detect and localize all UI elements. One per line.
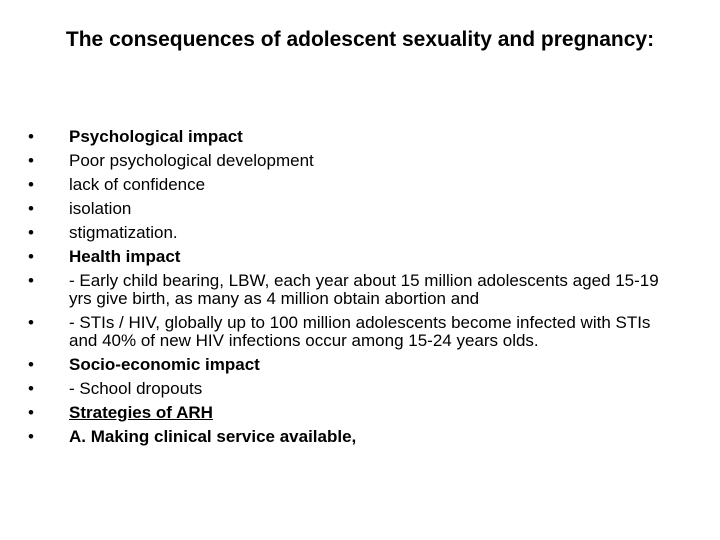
- bullet-item: [28, 404, 678, 422]
- bullet-text: Poor psychological development: [69, 151, 314, 170]
- bullet-dot-icon: •: [28, 379, 34, 398]
- bullet-text: stigmatization.: [69, 223, 178, 242]
- bullet-dot-icon: •: [28, 355, 34, 374]
- bullet-item: [28, 200, 678, 218]
- bullet-dot-icon: •: [28, 175, 34, 194]
- bullet-text: lack of confidence: [69, 175, 206, 194]
- bullet-dot-icon: •: [28, 313, 34, 332]
- bullet-text: Strategies of ARH: [69, 403, 213, 422]
- bullet-dot-icon: •: [28, 151, 34, 170]
- bullet-text: - Early child bearing, LBW, each year about 15 million adolescents aged 15-19 yrs give birth, as many as 4 million obtain abortion and: [69, 271, 659, 308]
- bullet-dot-icon: •: [28, 223, 34, 242]
- bullet-dot-icon: •: [28, 427, 34, 446]
- bullet-item: [28, 428, 678, 446]
- bullet-dot-icon: •: [28, 247, 34, 266]
- bullet-text: isolation: [69, 199, 132, 218]
- bullet-text: A. Making clinical service available,: [69, 427, 357, 446]
- bullet-dot-icon: •: [28, 127, 34, 146]
- bullet-item: [28, 272, 678, 308]
- bullet-item: [28, 356, 678, 374]
- bullet-item: [28, 248, 678, 266]
- bullet-item: [28, 152, 678, 170]
- bullet-dot-icon: •: [28, 271, 34, 290]
- bullet-item: [28, 176, 678, 194]
- bullet-text: Socio-economic impact: [69, 355, 260, 374]
- bullet-text: Psychological impact: [69, 127, 243, 146]
- bullet-dot-icon: •: [28, 199, 34, 218]
- bullet-text: - School dropouts: [69, 379, 203, 398]
- bullet-item: [28, 380, 678, 398]
- bullet-item: [28, 128, 678, 146]
- bullet-item: [28, 224, 678, 242]
- slide-title: The consequences of adolescent sexuality and pregnancy:: [65, 28, 655, 51]
- bullet-item: [28, 314, 678, 350]
- bullet-text: - STIs / HIV, globally up to 100 million adolescents become infected with STIs and 40% of new HIV infections occur among 15-24 years olds.: [69, 313, 651, 350]
- bullet-text: Health impact: [69, 247, 181, 266]
- bullet-dot-icon: •: [28, 403, 34, 422]
- bullet-list: [28, 128, 678, 452]
